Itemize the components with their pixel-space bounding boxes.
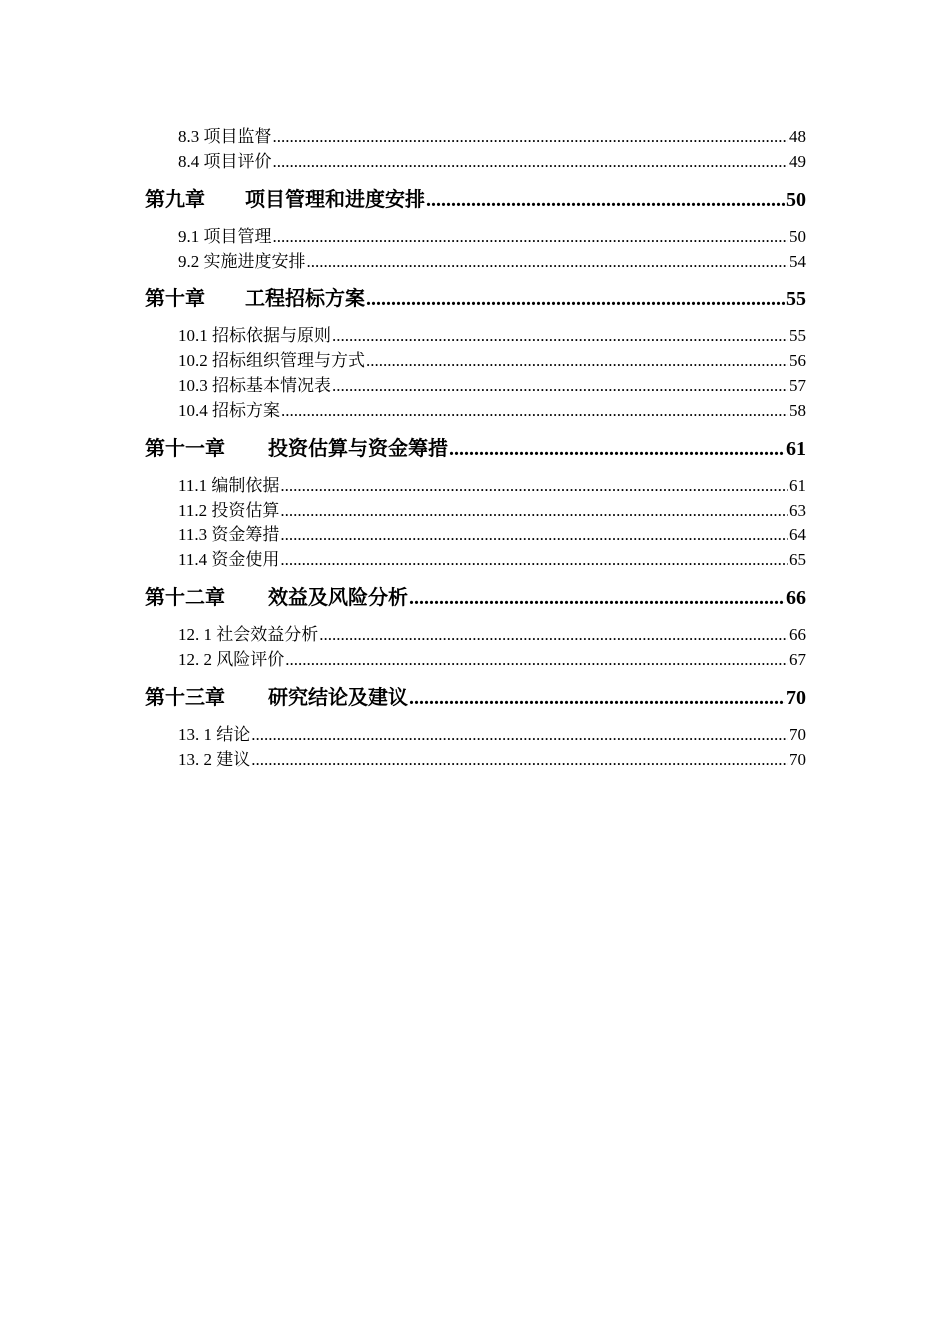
toc-chapter-title: 工程招标方案 <box>245 288 365 310</box>
toc-leader-dots <box>281 400 788 422</box>
toc-entry-10-1[interactable] <box>178 325 806 347</box>
toc-entry-number: 10.2 <box>178 351 208 370</box>
toc-entry-title: 项目评价 <box>203 152 272 171</box>
toc-entry-11-3[interactable] <box>178 524 806 546</box>
toc-entry-number: 9.2 <box>178 252 200 271</box>
toc-chapter-13[interactable] <box>145 685 806 711</box>
toc-entry-12-1[interactable] <box>178 624 806 646</box>
toc-entry-number: 12. 1 <box>178 625 212 644</box>
toc-chapter-title: 效益及风险分析 <box>268 587 408 609</box>
toc-entry-number: 10.1 <box>178 326 208 345</box>
toc-entry-page: 64 <box>789 525 806 544</box>
toc-entry-page: 48 <box>789 127 806 146</box>
toc-leader-dots <box>409 685 785 711</box>
toc-leader-dots <box>273 226 789 248</box>
toc-entry-11-2[interactable] <box>178 500 806 522</box>
toc-entry-number: 8.3 <box>178 127 200 146</box>
toc-chapter-number: 第十三章 <box>145 687 225 709</box>
toc-entry-number: 12. 2 <box>178 650 212 669</box>
toc-entry-page: 49 <box>789 152 806 171</box>
toc-leader-dots <box>366 350 788 372</box>
toc-entry-10-2[interactable] <box>178 350 806 372</box>
toc-entry-page: 65 <box>789 550 806 569</box>
toc-entry-number: 11.3 <box>178 525 208 544</box>
toc-leader-dots <box>280 524 788 546</box>
toc-leader-dots <box>251 749 788 771</box>
toc-entry-page: 54 <box>789 252 806 271</box>
toc-entry-page: 67 <box>789 650 806 669</box>
toc-entry-title: 结论 <box>216 725 251 744</box>
toc-entry-page: 50 <box>789 227 806 246</box>
toc-chapter-title: 投资估算与资金筹措 <box>268 438 448 460</box>
toc-entry-title: 社会效益分析 <box>216 625 319 644</box>
toc-entry-page: 57 <box>789 376 806 395</box>
toc-leader-dots <box>273 126 789 148</box>
toc-entry-title: 招标基本情况表 <box>212 376 331 395</box>
toc-chapter-page: 55 <box>786 288 806 310</box>
toc-entry-title: 风险评价 <box>216 650 285 669</box>
toc-chapter-number: 第十一章 <box>145 438 225 460</box>
toc-entry-title: 编制依据 <box>211 476 280 495</box>
toc-leader-dots <box>332 325 788 347</box>
toc-chapter-9[interactable] <box>145 187 806 213</box>
toc-entry-number: 11.4 <box>178 550 208 569</box>
toc-entry-number: 13. 2 <box>178 750 212 769</box>
toc-entry-number: 11.2 <box>178 501 208 520</box>
toc-leader-dots <box>332 375 788 397</box>
toc-entry-title: 招标组织管理与方式 <box>212 351 365 370</box>
toc-entry-9-1[interactable] <box>178 226 806 248</box>
toc-chapter-page: 50 <box>786 189 806 211</box>
toc-entry-title: 项目管理 <box>203 227 272 246</box>
toc-entry-8-4[interactable] <box>178 151 806 173</box>
toc-entry-page: 66 <box>789 625 806 644</box>
toc-entry-number: 8.4 <box>178 152 200 171</box>
toc-leader-dots <box>409 585 785 611</box>
toc-entry-title: 招标方案 <box>212 401 280 420</box>
toc-entry-8-3[interactable] <box>178 126 806 148</box>
toc-entry-number: 13. 1 <box>178 725 212 744</box>
toc-entry-title: 投资估算 <box>211 501 280 520</box>
toc-leader-dots <box>280 500 788 522</box>
toc-entry-page: 58 <box>789 401 806 420</box>
toc-leader-dots <box>251 724 788 746</box>
toc-entry-title: 资金筹措 <box>211 525 280 544</box>
toc-entry-11-4[interactable] <box>178 549 806 571</box>
toc-chapter-title: 研究结论及建议 <box>268 687 408 709</box>
toc-entry-number: 10.4 <box>178 401 208 420</box>
toc-entry-page: 70 <box>789 725 806 744</box>
toc-leader-dots <box>280 549 788 571</box>
toc-chapter-page: 70 <box>786 687 806 709</box>
toc-entry-10-3[interactable] <box>178 375 806 397</box>
toc-entry-12-2[interactable] <box>178 649 806 671</box>
toc-entry-11-1[interactable] <box>178 475 806 497</box>
toc-leader-dots <box>449 436 785 462</box>
toc-leader-dots <box>273 151 789 173</box>
toc-chapter-number: 第十二章 <box>145 587 225 609</box>
toc-chapter-11[interactable] <box>145 436 806 462</box>
toc-entry-9-2[interactable] <box>178 251 806 273</box>
toc-leader-dots <box>307 251 789 273</box>
toc-leader-dots <box>319 624 788 646</box>
toc-entry-title: 资金使用 <box>211 550 280 569</box>
toc-entry-number: 9.1 <box>178 227 200 246</box>
toc-leader-dots <box>366 286 785 312</box>
toc-leader-dots <box>426 187 785 213</box>
toc-entry-page: 63 <box>789 501 806 520</box>
toc-chapter-title: 项目管理和进度安排 <box>245 189 425 211</box>
toc-chapter-number: 第九章 <box>145 189 205 211</box>
toc-entry-title: 招标依据与原则 <box>212 326 331 345</box>
toc-chapter-12[interactable] <box>145 585 806 611</box>
toc-entry-number: 10.3 <box>178 376 208 395</box>
toc-leader-dots <box>285 649 788 671</box>
toc-chapter-number: 第十章 <box>145 288 205 310</box>
toc-entry-page: 56 <box>789 351 806 370</box>
toc-entry-page: 70 <box>789 750 806 769</box>
toc-chapter-page: 61 <box>786 438 806 460</box>
toc-entry-10-4[interactable] <box>178 400 806 422</box>
toc-entry-13-2[interactable] <box>178 749 806 771</box>
toc-entry-page: 61 <box>789 476 806 495</box>
toc-entry-number: 11.1 <box>178 476 208 495</box>
toc-leader-dots <box>280 475 788 497</box>
toc-entry-page: 55 <box>789 326 806 345</box>
toc-chapter-10[interactable] <box>145 286 806 312</box>
toc-chapter-page: 66 <box>786 587 806 609</box>
toc-entry-title: 建议 <box>216 750 251 769</box>
toc-entry-title: 项目监督 <box>203 127 272 146</box>
toc-entry-13-1[interactable] <box>178 724 806 746</box>
toc-entry-title: 实施进度安排 <box>203 252 306 271</box>
